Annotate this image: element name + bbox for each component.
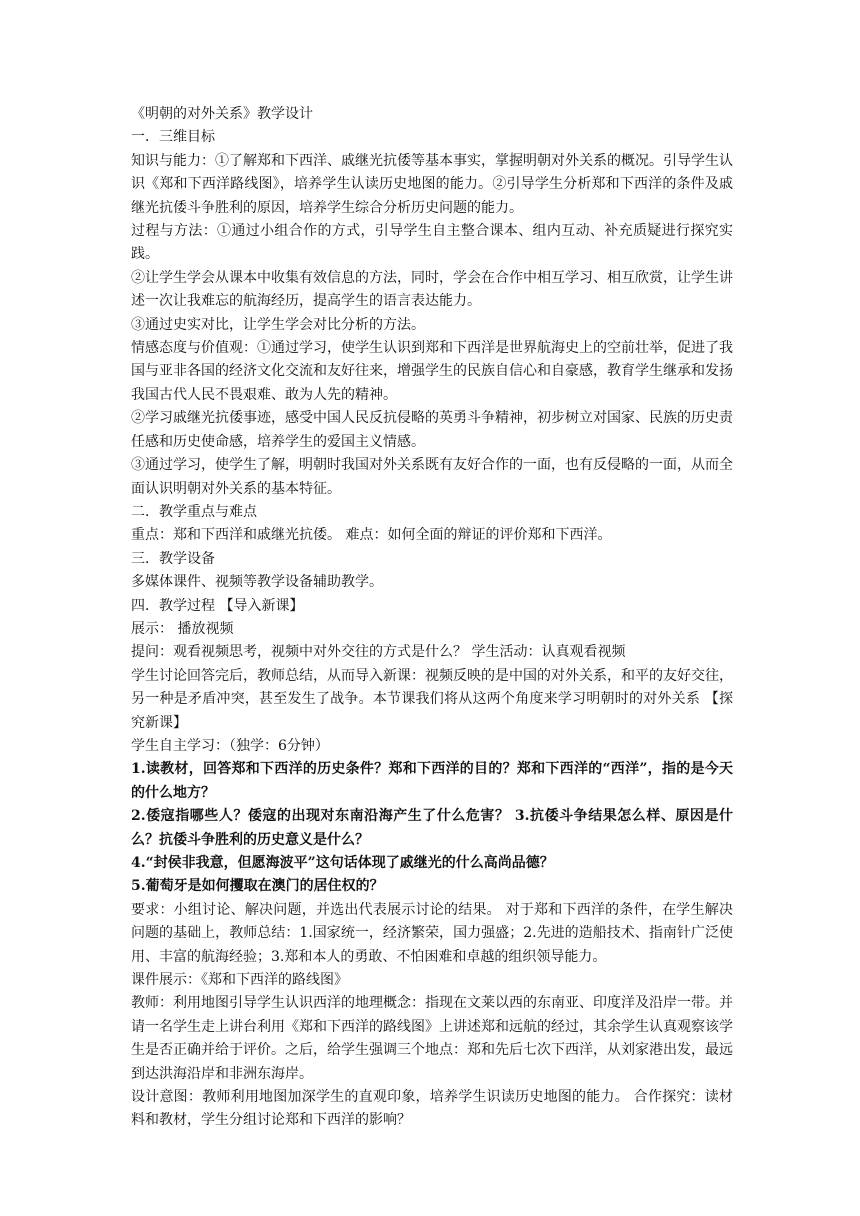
document-title: 《明朝的对外关系》教学设计 (131, 106, 313, 122)
paragraph-method-2: ②让学生学会从课本中收集有效信息的方法，同时，学会在合作中相互学习、相互欣赏，让学生讲述一次让我难忘的航海经历，提高学生的语言表达能力。 (131, 269, 733, 310)
question-4: 4.“封侯非我意，但愿海波平”这句话体现了戚继光的什么高尚品德？ (131, 855, 554, 871)
paragraph-question: 提问：观看视频思考，视频中对外交往的方式是什么？ 学生活动：认真观看视频 (131, 644, 626, 661)
question-2-3: 2.倭寇指哪些人？倭寇的出现对东南沿海产生了什么危害？ 3.抗倭斗争结果怎么样、原因是什么？抗倭斗争胜利的历史意义是什么？ (131, 808, 733, 848)
paragraph-attitude-2: ②学习戚继光抗倭事迹，感受中国人民反抗侵略的英勇斗争精神，初步树立对国家、民族的历史责任感和历史使命感，培养学生的爱国主义情感。 (131, 410, 733, 450)
paragraph-equipment: 多媒体课件、视频等教学设备辅助教学。 (131, 574, 383, 591)
paragraph-self-study: 学生自主学习：（独学：6分钟） (131, 737, 329, 754)
paragraph-attitude-3: ③通过学习，使学生了解，明朝时我国对外关系既有友好合作的一面，也有反侵略的一面，从而全面认识明朝对外关系的基本特征。 (131, 457, 733, 497)
paragraph-method-3: ③通过史实对比，让学生学会对比分析的方法。 (131, 316, 425, 333)
paragraph-show-video: 展示： 播放视频 (131, 620, 234, 637)
paragraph-courseware: 课件展示：《郑和下西洋的路线图》 (131, 972, 348, 989)
question-1: 1.读教材，回答郑和下西洋的历史条件？郑和下西洋的目的？郑和下西洋的“西洋”，指的是今天的什么地方？ (131, 761, 733, 801)
paragraph-lead-in: 学生讨论回答完后，教师总结，从而导入新课：视频反映的是中国的对外关系，和平的友好交往，另一种是矛盾冲突，甚至发生了战争。本节课我们将从这两个角度来学习明朝时的对外关系 【探究新课】 (131, 667, 733, 731)
paragraph-knowledge-ability: 知识与能力：①了解郑和下西洋、戚继光抗倭等基本事实，掌握明朝对外关系的概况。引导学生认识《郑和下西洋路线图》，培养学生认读历史地图的能力。②引导学生分析郑和下西洋的条件及戚继光抗倭斗争胜利的原因，培养学生综合分析历史问题的能力。 (131, 152, 733, 216)
section-heading-process: 四．教学过程 【导入新课】 (131, 597, 304, 614)
question-5: 5.葡萄牙是如何攫取在澳门的居住权的？ (131, 878, 384, 895)
paragraph-attitude-values: 情感态度与价值观：①通过学习，使学生认识到郑和下西洋是世界航海史上的空前壮举，促进了我国与亚非各国的经济文化交流和友好往来，增强学生的民族自信心和自豪感，教育学生继承和发扬我国古代人民不畏艰难、敢为人先的精神。 (131, 340, 733, 403)
paragraph-requirements: 要求：小组讨论、解决问题，并选出代表展示讨论的结果。 对于郑和下西洋的条件，在学生解决问题的基础上，教师总结：1.国家统一，经济繁荣，国力强盛；2.先进的造船技术、指南针广泛使用、丰富的航海经验；3.郑和本人的勇敢、不怕困难和卓越的组织领导能力。 (131, 901, 733, 965)
section-heading-key-points: 二．教学重点与难点 (131, 503, 257, 520)
section-heading-equipment: 三．教学设备 (131, 550, 215, 567)
paragraph-design-intent: 设计意图：教师利用地图加深学生的直观印象，培养学生识读历史地图的能力。 合作探究：读材料和教材，学生分组讨论郑和下西洋的影响？ (131, 1089, 733, 1129)
paragraph-process-method: 过程与方法：①通过小组合作的方式，引导学生自主整合课本、组内互动、补充质疑进行探究实践。 (131, 223, 733, 263)
section-heading-objectives: 一．三维目标 (131, 129, 215, 146)
paragraph-key-points: 重点：郑和下西洋和戚继光抗倭。 难点：如何全面的辩证的评价郑和下西洋。 (131, 527, 612, 544)
document-page (131, 103, 733, 1133)
paragraph-teacher: 教师：利用地图引导学生认识西洋的地理概念：指现在文莱以西的东南亚、印度洋及沿岸一带。并请一名学生走上讲台利用《郑和下西洋的路线图》上讲述郑和远航的经过，其余学生认真观察该学生是否正确并给于评价。之后，给学生强调三个地点：郑和先后七次下西洋，从刘家港出发，最远到达洪海沿岸和非洲东海岸。 (131, 995, 733, 1082)
